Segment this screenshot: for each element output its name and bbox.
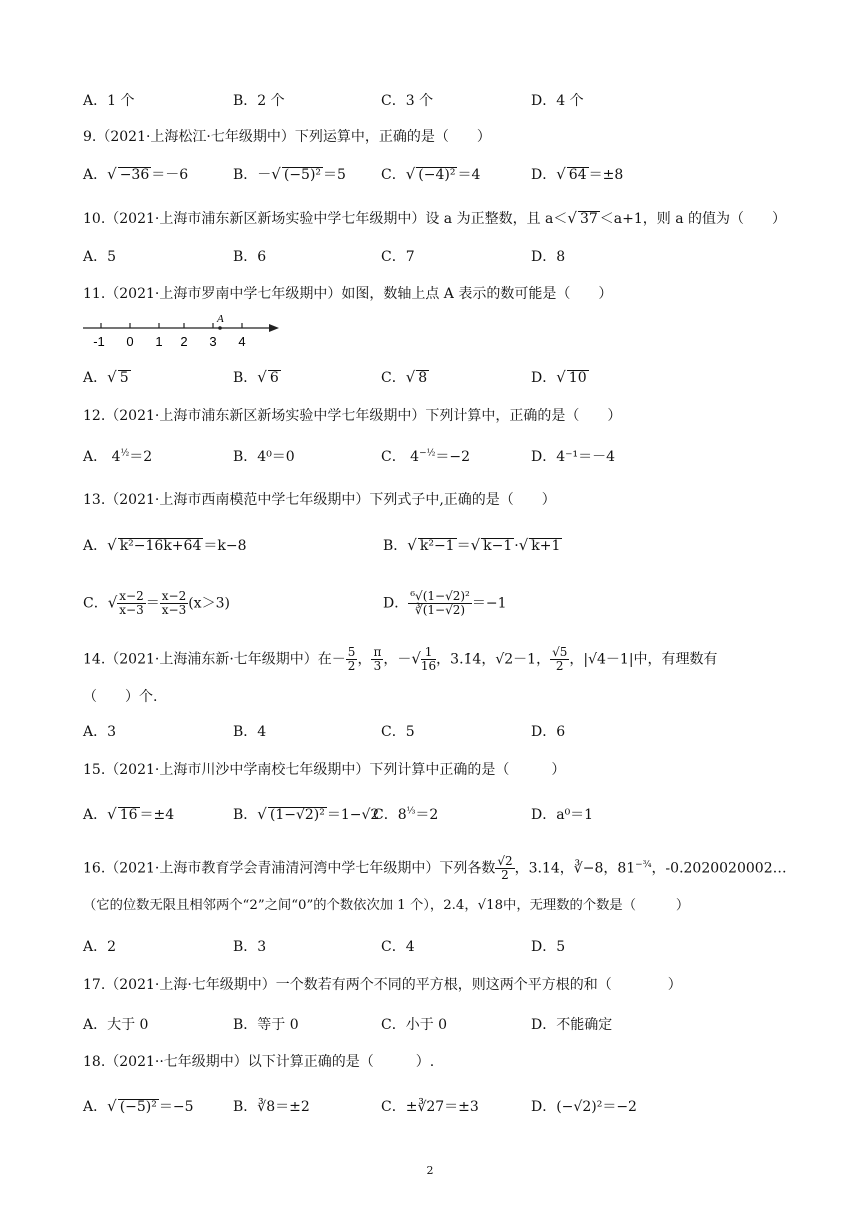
q10-option-a: A．5 bbox=[83, 249, 117, 265]
q11-option-a: A．√ 5 bbox=[83, 368, 129, 386]
q14-option-d: D．6 bbox=[531, 724, 566, 740]
q17-option-c: C．小于 0 bbox=[381, 1017, 448, 1033]
q12-option-a: A． $4^{\frac{1}{2}}=2$ bbox=[83, 448, 153, 465]
q11-option-c: C．√ 8 bbox=[381, 368, 428, 386]
q11-stem: 11.（2021·上海市罗南中学七年级期中）如图，数轴上点 A 表示的数可能是（ ） bbox=[83, 286, 613, 302]
q12-option-d: D．4⁻¹＝－4 bbox=[531, 449, 616, 465]
q8-option-c: C．3 个 bbox=[381, 93, 434, 109]
q10-option-d: D．8 bbox=[531, 249, 566, 265]
q16-option-a: A．2 bbox=[83, 939, 117, 955]
q18-options bbox=[83, 1096, 820, 1116]
q9-stem: 9.（2021·上海松江·七年级期中）下列运算中，正确的是（ ） bbox=[83, 129, 491, 145]
q11-option-b: B．√ 6 bbox=[233, 368, 279, 386]
q16-options bbox=[83, 936, 820, 956]
q10-options bbox=[83, 246, 820, 266]
tick-label: 1 bbox=[155, 334, 163, 349]
q12-option-c: C． $4^{-\frac{1}{2}}=-2$ bbox=[381, 448, 470, 465]
tick-label: -1 bbox=[93, 334, 105, 349]
tick-label: 3 bbox=[209, 334, 217, 349]
q13-option-a: A．√ k²−16k+64 ＝k−8 bbox=[83, 536, 247, 554]
q14-options bbox=[83, 721, 820, 741]
q13-option-d: D． $\frac{\text{⁶√(1−√2)²}}{∛(1-√2)}$ ＝−1 bbox=[383, 589, 507, 617]
q16-stem-line1: 16.（2021·上海市教育学会青浦清河湾中学七年级期中）下列各数 $\frac{√2}{2}$ ，3.14，∛−8，$81^{-\frac{3}{4}}$，-0.2020020002… bbox=[83, 854, 787, 882]
q15-option-c: C．$8^{\frac{1}{3}}=2$ bbox=[373, 806, 439, 823]
q10-option-b: B．6 bbox=[233, 249, 267, 265]
q14-option-b: B．4 bbox=[233, 724, 267, 740]
q12-stem: 12.（2021·上海市浦东新区新场实验中学七年级期中）下列计算中，正确的是（ ） bbox=[83, 408, 622, 424]
q18-option-c: C．±∛27＝±3 bbox=[381, 1099, 479, 1115]
q13-options-row2 bbox=[83, 590, 820, 620]
q15-stem: 15.（2021·上海市川沙中学南校七年级期中）下列计算中正确的是（ ） bbox=[83, 762, 566, 778]
q13-stem: 13.（2021·上海市西南模范中学七年级期中）下列式子中,正确的是（ ） bbox=[83, 492, 556, 508]
q14-stem-line2: （ ）个. bbox=[83, 689, 158, 705]
q18-option-d: D．(−√2)²＝−2 bbox=[531, 1099, 637, 1115]
q10-stem: 10.（2021·上海市浦东新区新场实验中学七年级期中）设 a 为正整数，且 a＜√ 37 ＜a+1，则 a 的值为（ ） bbox=[83, 209, 787, 227]
q15-option-d: D．a⁰＝1 bbox=[531, 807, 594, 823]
q14-option-c: C．5 bbox=[381, 724, 415, 740]
q10-option-c: C．7 bbox=[381, 249, 415, 265]
q8-option-a: A．1 个 bbox=[83, 93, 135, 109]
page-number: 2 bbox=[426, 1164, 434, 1177]
q18-option-b: B．∛8＝±2 bbox=[233, 1099, 310, 1115]
point-a-label: A bbox=[217, 313, 224, 325]
q13-option-b: B．√ k²−1 ＝√ k−1 ·√ k+1 bbox=[383, 536, 561, 554]
q9-option-a: A．√ −36 ＝－6 bbox=[83, 165, 189, 183]
q13-options-row1 bbox=[83, 535, 820, 555]
tick-label: 4 bbox=[238, 334, 246, 349]
q9-option-d: D．√ 64 ＝±8 bbox=[531, 165, 624, 183]
q13-option-c: C．√ $\frac{x-2}{x-3}$ ＝ $\frac{x-2}{x-3}$ (x＞3) bbox=[83, 589, 230, 617]
tick-label: 2 bbox=[180, 334, 188, 349]
q8-option-d: D．4 个 bbox=[531, 93, 584, 109]
q17-options bbox=[83, 1014, 820, 1034]
q17-option-d: D．不能确定 bbox=[531, 1017, 613, 1033]
number-line-figure bbox=[83, 312, 283, 350]
q15-options bbox=[83, 804, 820, 824]
q16-option-b: B．3 bbox=[233, 939, 267, 955]
q9-options bbox=[83, 164, 820, 184]
q14-option-a: A．3 bbox=[83, 724, 117, 740]
q11-options bbox=[83, 367, 820, 387]
q17-option-a: A．大于 0 bbox=[83, 1017, 149, 1033]
tick-label: 0 bbox=[126, 334, 134, 349]
q11-option-d: D．√ 10 bbox=[531, 368, 587, 386]
q18-option-a: A．√ (−5)² ＝−5 bbox=[83, 1097, 194, 1115]
q9-option-b: B．－√ (−5)² ＝5 bbox=[233, 165, 346, 183]
q17-option-b: B．等于 0 bbox=[233, 1017, 299, 1033]
q8-option-b: B．2 个 bbox=[233, 93, 285, 109]
q16-option-c: C．4 bbox=[381, 939, 415, 955]
q16-option-d: D．5 bbox=[531, 939, 566, 955]
q17-stem: 17.（2021·上海·七年级期中）一个数若有两个不同的平方根，则这两个平方根的和（ ） bbox=[83, 977, 682, 993]
q12-option-b: B．4⁰＝0 bbox=[233, 449, 295, 465]
q8-options bbox=[83, 90, 820, 110]
q18-stem: 18.（2021··七年级期中）以下计算正确的是（ ）. bbox=[83, 1054, 435, 1070]
q9-option-c: C．√ (−4)² ＝4 bbox=[381, 165, 481, 183]
q15-option-b: B．√ (1−√2)² ＝1−√2 bbox=[233, 805, 380, 823]
q12-options bbox=[83, 446, 820, 466]
q15-option-a: A．√ 16 ＝±4 bbox=[83, 805, 175, 823]
q14-stem-line1: 14.（2021·上海浦东新·七年级期中）在－ $\frac{5}{2}$ ， $\frac{\pi}{3}$ ，－√ $\frac{1}{16}$ ，3.1̇4̇，√2－1， $\frac{√5}{2}$ ，|√4－1|中，有理数有 bbox=[83, 645, 718, 673]
q16-stem-line2: （它的位数无限且相邻两个“2”之间“0”的个数依次加 1 个），2.4̇，√18中，无理数的个数是（ ） bbox=[83, 898, 690, 913]
